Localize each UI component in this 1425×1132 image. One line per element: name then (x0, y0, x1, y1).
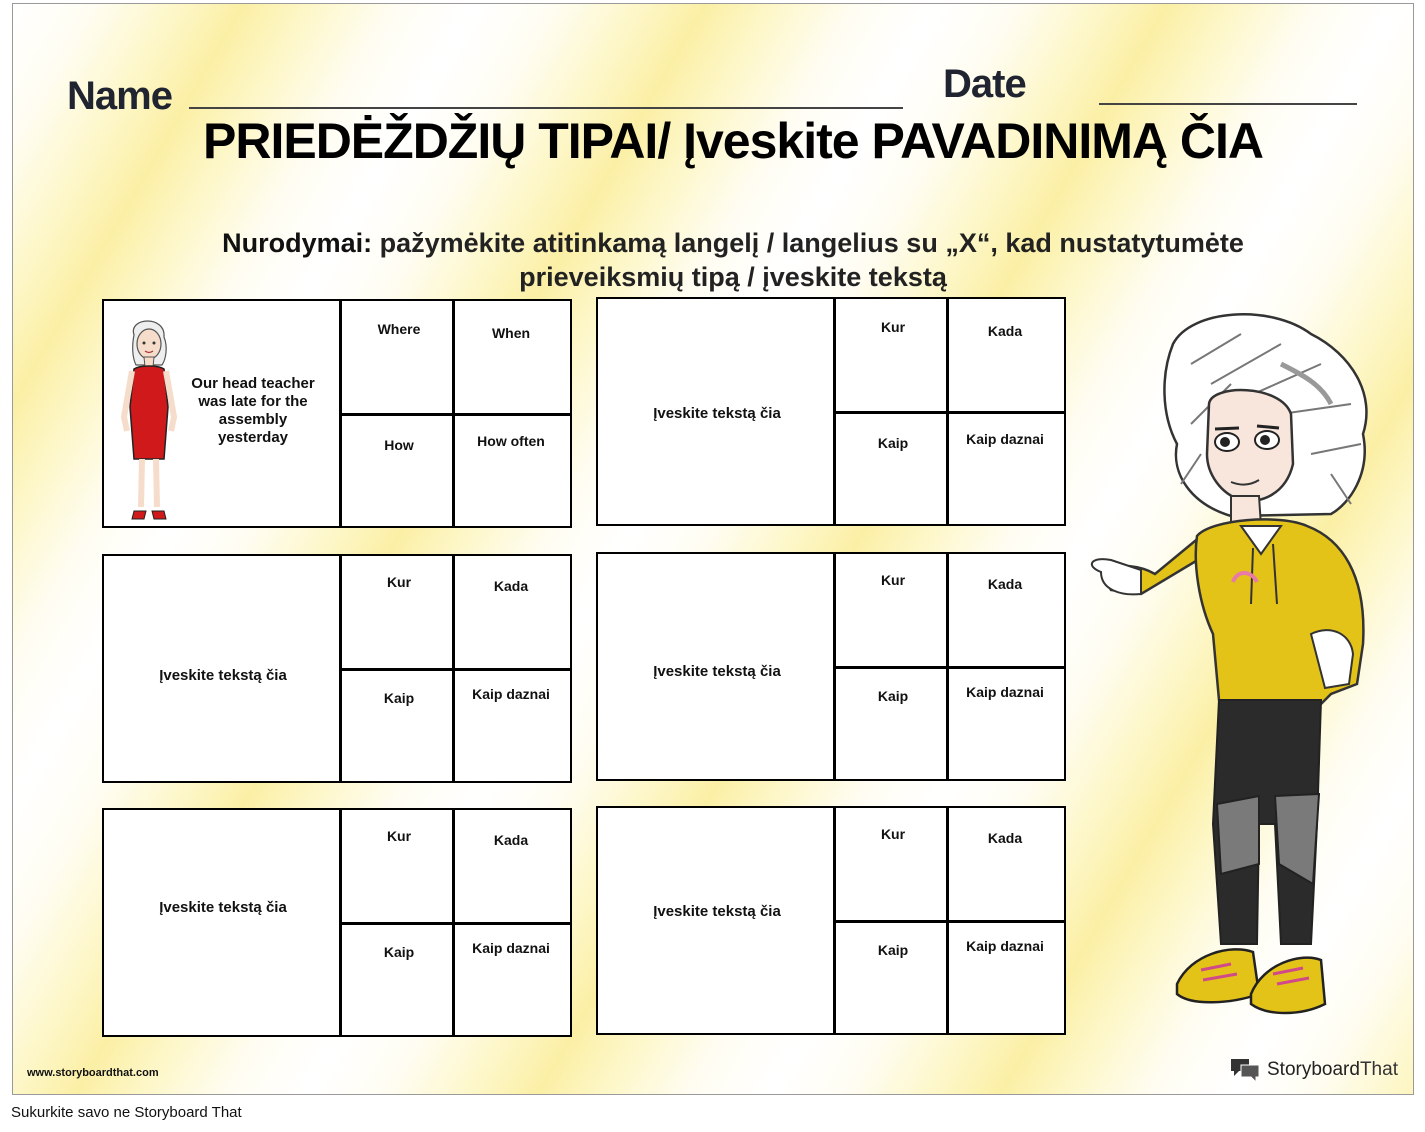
instructions-text: pažymėkite atitinkamą langelį / langelius su „X“, kad nustatytumėte prieveiksmių tipą / įveskite tekstą (372, 228, 1244, 292)
name-line (189, 107, 903, 109)
brand-name (1267, 1059, 1398, 1081)
option-kaip[interactable]: Kaip (877, 688, 909, 704)
card-sentence[interactable]: Įveskite tekstą čia (653, 663, 781, 680)
option-kada[interactable]: Kada (493, 832, 529, 848)
card-sentence-cell (104, 556, 342, 781)
option-kaip[interactable]: Kaip (383, 944, 415, 960)
page-caption[interactable]: Sukurkite savo ne Storyboard That (11, 1104, 242, 1121)
worksheet-title: PRIEDĖŽDŽIŲ TIPAI/ Įveskite PAVADINIMĄ ČIA (203, 113, 1264, 169)
card-sentence-cell (598, 299, 836, 524)
option-kaip-daznai[interactable]: Kaip daznai (966, 938, 1044, 954)
student-character-icon (1081, 304, 1381, 1024)
card-divider (342, 413, 572, 416)
option-when[interactable]: When (491, 325, 531, 341)
storyboardthat-logo (1229, 1056, 1398, 1084)
card-sentence-cell (104, 810, 342, 1035)
option-kada[interactable]: Kada (493, 578, 529, 594)
option-kada[interactable]: Kada (987, 830, 1023, 846)
option-where[interactable]: Where (377, 321, 421, 337)
option-kur[interactable]: Kur (880, 319, 906, 335)
option-kaip-daznai[interactable]: Kaip daznai (966, 431, 1044, 447)
option-how-often[interactable]: How often (477, 433, 545, 449)
option-how[interactable]: How (384, 437, 414, 453)
card-sentence-cell (104, 301, 342, 526)
card-sentence[interactable]: Įveskite tekstą čia (653, 903, 781, 920)
card-divider (836, 666, 1066, 669)
instructions (193, 226, 1273, 294)
date-line (1099, 103, 1357, 105)
adverb-card-6 (596, 806, 1066, 1035)
card-divider (342, 922, 572, 925)
card-divider (836, 411, 1066, 414)
name-label: Name (67, 74, 172, 118)
adverb-card-1 (102, 299, 572, 528)
option-kaip[interactable]: Kaip (877, 435, 909, 451)
teacher-character-icon (114, 307, 184, 525)
adverb-card-2 (596, 297, 1066, 526)
option-kaip[interactable]: Kaip (877, 942, 909, 958)
card-sentence-cell (598, 808, 836, 1033)
option-kur[interactable]: Kur (880, 572, 906, 588)
option-kaip-daznai[interactable]: Kaip daznai (472, 940, 550, 956)
brand-name-a: Storyboard (1267, 1059, 1360, 1080)
card-divider (342, 668, 572, 671)
card-sentence[interactable]: Įveskite tekstą čia (653, 405, 781, 422)
option-kada[interactable]: Kada (987, 323, 1023, 339)
adverb-card-3 (102, 554, 572, 783)
chat-bubbles-icon (1229, 1057, 1261, 1083)
option-kur[interactable]: Kur (386, 574, 412, 590)
adverb-card-5 (102, 808, 572, 1037)
footer-url[interactable]: www.storyboardthat.com (27, 1067, 159, 1079)
card-sentence: Our head teacher was late for the assembly yesterday (191, 375, 315, 446)
option-kaip-daznai[interactable]: Kaip daznai (472, 686, 550, 702)
option-kur[interactable]: Kur (386, 828, 412, 844)
card-sentence[interactable]: Įveskite tekstą čia (159, 899, 287, 916)
card-sentence[interactable]: Įveskite tekstą čia (159, 667, 287, 684)
card-divider (836, 920, 1066, 923)
instructions-keyword: Nurodymai: (222, 228, 373, 258)
date-label: Date (943, 62, 1026, 106)
option-kaip-daznai[interactable]: Kaip daznai (966, 684, 1044, 700)
worksheet (12, 3, 1414, 1095)
adverb-card-4 (596, 552, 1066, 781)
option-kaip[interactable]: Kaip (383, 690, 415, 706)
card-sentence-cell (598, 554, 836, 779)
option-kada[interactable]: Kada (987, 576, 1023, 592)
brand-name-b: That (1359, 1059, 1398, 1080)
option-kur[interactable]: Kur (880, 826, 906, 842)
